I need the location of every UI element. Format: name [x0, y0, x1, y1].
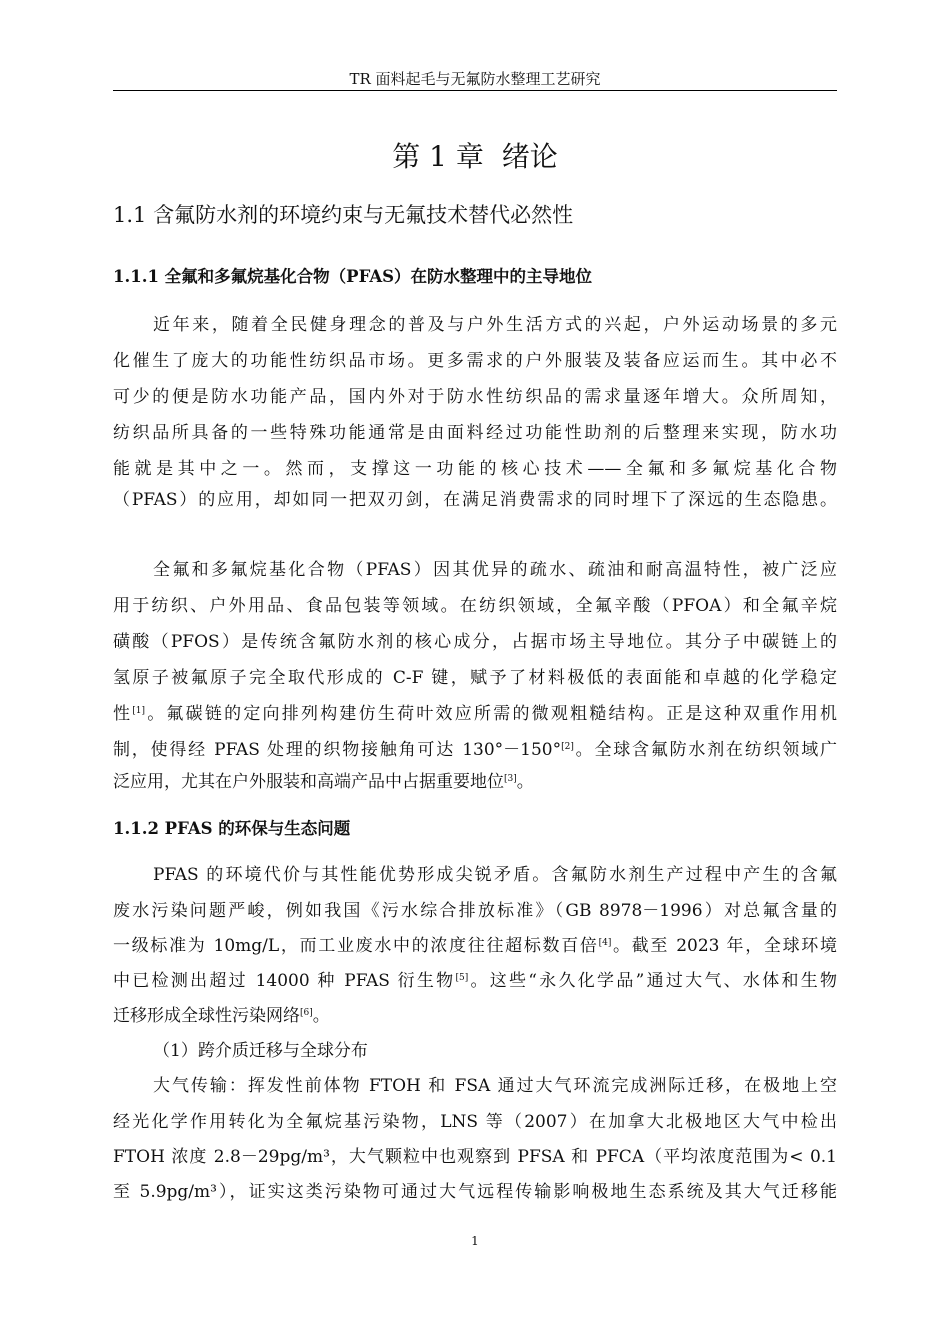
- section-heading-1-1: 1.1 含氟防水剂的环境约束与无氟技术替代必然性: [113, 203, 574, 227]
- text-span: 迁移形成全球性污染网络: [113, 1006, 300, 1026]
- text-span: 性: [113, 704, 133, 724]
- paragraph-line: （PFAS）的应用，却如同一把双刃剑，在满足消费需求的同时埋下了深远的生态隐患。: [113, 490, 837, 510]
- paragraph-line: 氢原子被氟原子完全取代形成的 C-F 键，赋予了材料极低的表面能和卓越的化学稳定: [113, 668, 837, 688]
- paragraph-line: [113, 764, 837, 800]
- citation-ref[interactable]: [3]: [504, 774, 517, 784]
- paragraph-line: [113, 732, 837, 768]
- header-divider: [113, 90, 837, 91]
- text-span: 中已检测出超过 14000 种 PFAS 衍生物: [113, 971, 456, 991]
- citation-ref[interactable]: [2]: [561, 742, 574, 752]
- text-span: 泛应用，尤其在户外服装和高端产品中占据重要地位: [113, 772, 504, 792]
- text-span: 。: [312, 1006, 330, 1026]
- text-span: 一级标准为 10mg/L，而工业废水中的浓度往往超标数百倍: [113, 936, 599, 956]
- paragraph-line: 可少的便是防水功能产品，国内外对于防水性纺织品的需求量逐年增大。众所周知，: [113, 387, 837, 407]
- citation-ref[interactable]: [4]: [598, 938, 612, 948]
- paragraph-line: [113, 998, 837, 1034]
- paragraph-line: 经光化学作用转化为全氟烷基污染物，LNS 等（2007）在加拿大北极地区大气中检出: [113, 1112, 837, 1132]
- text-span: 。截至 2023 年，全球环境: [611, 936, 837, 956]
- paragraph-line: PFAS 的环境代价与其性能优势形成尖锐矛盾。含氟防水剂生产过程中产生的含氟: [153, 865, 837, 885]
- section-heading-1-1-1: 1.1.1 全氟和多氟烷基化合物（PFAS）在防水整理中的主导地位: [113, 267, 593, 286]
- list-item-heading: （1）跨介质迁移与全球分布: [153, 1041, 368, 1061]
- paragraph-line: 全氟和多氟烷基化合物（PFAS）因其优异的疏水、疏油和耐高温特性，被广泛应: [153, 560, 837, 580]
- paragraph-line: 纺织品所具备的一些特殊功能通常是由面料经过功能性助剂的后整理来实现，防水功: [113, 423, 837, 443]
- paragraph-line: [113, 696, 837, 732]
- text-span: 。这些“永久化学品”通过大气、水体和生物: [468, 971, 838, 991]
- paragraph-line: 近年来，随着全民健身理念的普及与户外生活方式的兴起，户外运动场景的多元: [153, 315, 837, 335]
- text-span: 。氟碳链的定向排列构建仿生荷叶效应所需的微观粗糙结构。正是这种双重作用机: [144, 704, 838, 724]
- section-heading-1-1-2: 1.1.2 PFAS 的环保与生态问题: [113, 819, 351, 838]
- chapter-title: 第 1 章 绪论: [392, 140, 558, 173]
- citation-ref[interactable]: [5]: [455, 973, 469, 983]
- paragraph-line: 化催生了庞大的功能性纺织品市场。更多需求的户外服装及装备应运而生。其中必不: [113, 351, 837, 371]
- paragraph-line: 用于纺织、户外用品、食品包装等领域。在纺织领域，全氟辛酸（PFOA）和全氟辛烷: [113, 596, 837, 616]
- paragraph-line: 废水污染问题严峻，例如我国《污水综合排放标准》（GB 8978－1996）对总氟含量的: [113, 901, 837, 921]
- citation-ref[interactable]: [6]: [300, 1008, 313, 1018]
- running-header-title: TR 面料起毛与无氟防水整理工艺研究: [349, 70, 601, 88]
- text-span: 。: [516, 772, 534, 792]
- text-span: 制，使得经 PFAS 处理的织物接触角可达 130°－150°: [113, 740, 562, 760]
- paragraph-line: 能就是其中之一。然而，支撑这一功能的核心技术——全氟和多氟烷基化合物: [113, 459, 837, 479]
- page-number: 1: [471, 1234, 479, 1248]
- text-span: 。全球含氟防水剂在纺织领域广: [573, 740, 837, 760]
- paragraph-line: FTOH 浓度 2.8－29pg/m³，大气颗粒中也观察到 PFSA 和 PFCA（平均浓度范围为< 0.1: [113, 1147, 837, 1167]
- paragraph-line: 至 5.9pg/m³），证实这类污染物可通过大气远程传输影响极地生态系统及其大气迁移能: [113, 1182, 837, 1202]
- paragraph-line: 磺酸（PFOS）是传统含氟防水剂的核心成分，占据市场主导地位。其分子中碳链上的: [113, 632, 837, 652]
- paragraph-line: 大气传输：挥发性前体物 FTOH 和 FSA 通过大气环流完成洲际迁移，在极地上空: [153, 1076, 837, 1096]
- paragraph-line: [113, 928, 837, 964]
- paragraph-line: [113, 963, 837, 999]
- citation-ref[interactable]: [1]: [132, 706, 145, 716]
